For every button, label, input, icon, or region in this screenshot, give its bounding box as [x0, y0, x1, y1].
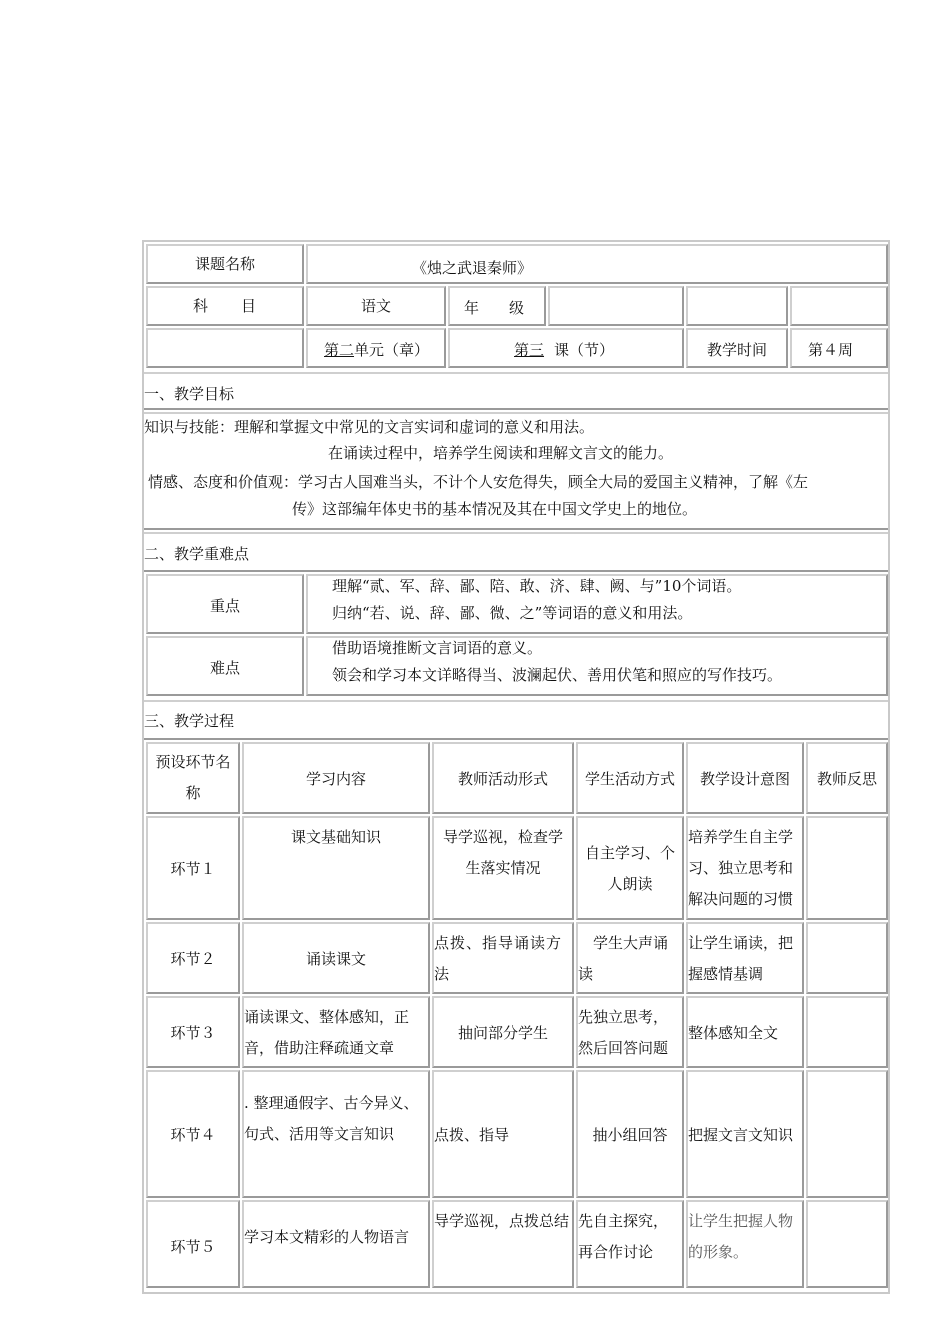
col-header-teacher-text: 教师活动形式 — [457, 770, 548, 788]
step-3-intent: 整体感知全文 — [688, 1024, 779, 1042]
step-5-reflect-cell — [806, 1200, 888, 1288]
goals-line-4: 传》这部编年体史书的基本情况及其在中国文学史上的地位。 — [292, 500, 698, 518]
empty-cell-a — [686, 286, 788, 326]
step-5-label: 环节５ — [170, 1238, 216, 1256]
step-1-content: 课文基础知识 — [290, 828, 381, 846]
subject-label-cell — [146, 286, 304, 326]
step-4-label: 环节４ — [170, 1126, 216, 1144]
col-header-step-text: 预设环节名称 — [155, 753, 231, 802]
step-2-intent: 让学生诵读，把握感情基调 — [688, 934, 794, 983]
time-label-cell — [686, 328, 788, 368]
step-1-teacher-cell — [432, 816, 574, 920]
lesson-number: 第三 — [514, 341, 545, 359]
step-3-teacher-cell — [432, 996, 574, 1068]
step-3-content-cell — [242, 996, 430, 1068]
goals-heading-row — [144, 372, 888, 410]
step-1-intent-cell — [686, 816, 804, 920]
grade-label: 年 级 — [464, 299, 525, 317]
step-5-student-cell — [576, 1200, 684, 1288]
step-4-intent-cell — [686, 1070, 804, 1198]
unit-cell — [306, 328, 446, 368]
step-5-teacher-cell — [432, 1200, 574, 1288]
step-3-content: 诵读课文、整体感知，正音，借助注释疏通文章 — [244, 1008, 410, 1057]
step-4-student-cell — [576, 1070, 684, 1198]
goals-body — [144, 412, 888, 530]
step-1-label: 环节１ — [170, 860, 216, 878]
unit-text — [318, 340, 429, 360]
goals-heading: 一、教学目标 — [144, 385, 235, 403]
step-4-cell — [146, 1070, 240, 1198]
time-value: 第４周 — [808, 341, 854, 359]
step-4-content-cell — [242, 1070, 430, 1198]
step-4-teacher-cell — [432, 1070, 574, 1198]
blank-label-cell — [146, 328, 304, 368]
col-header-step — [146, 742, 240, 814]
hard-label: 难点 — [209, 659, 240, 677]
hard-content-cell — [306, 636, 888, 696]
col-header-student — [576, 742, 684, 814]
step-1-student: 自主学习、个人朗读 — [584, 844, 675, 893]
step-3-cell — [146, 996, 240, 1068]
step-5-teacher: 导学巡视，点拨总结 — [434, 1212, 570, 1230]
goals-line-2: 在诵读过程中，培养学生阅读和理解文言文的能力。 — [328, 444, 674, 462]
goals-line-1: 知识与技能：理解和掌握文中常见的文言实词和虚词的意义和用法。 — [144, 418, 595, 436]
lesson-text — [496, 340, 614, 360]
step-2-label: 环节２ — [170, 950, 216, 968]
step-3-intent-cell — [686, 996, 804, 1068]
step-2-intent-cell — [686, 922, 804, 994]
subject-label: 科 目 — [192, 297, 257, 315]
lesson-plan-table — [142, 240, 890, 1294]
step-3-reflect-cell — [806, 996, 888, 1068]
subject-value: 语文 — [360, 297, 391, 315]
goals-line-3: 情感、态度和价值观：学习古人国难当头，不计个人安危得失，顾全大局的爱国主义精神，了解《左 — [148, 473, 809, 491]
step-2-teacher: 点拨、指导诵读方法 — [434, 934, 563, 983]
col-header-intent-text: 教学设计意图 — [699, 770, 790, 788]
step-4-teacher: 点拨、指导 — [434, 1126, 510, 1144]
step-1-intent: 培养学生自主学习、独立思考和解决问题的习惯 — [688, 828, 794, 908]
step-2-student-cell — [576, 922, 684, 994]
step-5-content-cell — [242, 1200, 430, 1288]
step-5-intent-cell — [686, 1200, 804, 1288]
time-value-cell — [790, 328, 888, 368]
step-1-content-cell — [242, 816, 430, 920]
unit-number: 第二 — [324, 341, 355, 359]
hard-line-2: 领会和学习本文详略得当、波澜起伏、善用伏笔和照应的写作技巧。 — [332, 666, 783, 684]
step-4-reflect-cell — [806, 1070, 888, 1198]
step-3-student: 先独立思考，然后回答问题 — [578, 1008, 669, 1057]
subject-value-cell — [306, 286, 446, 326]
step-3-student-cell — [576, 996, 684, 1068]
step-1-cell — [146, 816, 240, 920]
key-line-1: 理解“贰、军、辞、鄙、陪、敢、济、肆、阙、与”10个词语。 — [332, 577, 742, 595]
keypoints-heading: 二、教学重难点 — [144, 545, 250, 563]
step-4-intent: 把握文言文知识 — [688, 1126, 794, 1144]
step-2-reflect-cell — [806, 922, 888, 994]
step-2-content-cell — [242, 922, 430, 994]
step-4-student: 抽小组回答 — [592, 1126, 668, 1144]
lesson-cell — [448, 328, 684, 368]
step-1-reflect-cell — [806, 816, 888, 920]
process-heading: 三、教学过程 — [144, 712, 235, 730]
title-label-cell — [146, 244, 304, 284]
step-2-content: 诵读课文 — [305, 950, 366, 968]
hard-line-1: 借助语境推断文言词语的意义。 — [332, 639, 543, 657]
step-2-student: 学生大声诵读 — [578, 934, 669, 983]
grade-label-cell — [448, 286, 546, 326]
step-2-teacher-cell — [432, 922, 574, 994]
key-line-2: 归纳“若、说、辞、鄙、微、之”等词语的意义和用法。 — [332, 604, 693, 622]
lesson-suffix: 课（节） — [554, 341, 615, 359]
unit-suffix: 单元（章） — [354, 341, 430, 359]
step-4-content: . 整理通假字、古今异义、句式、活用等文言知识 — [244, 1094, 419, 1143]
col-header-reflect — [806, 742, 888, 814]
time-label: 教学时间 — [706, 341, 767, 359]
key-label: 重点 — [209, 597, 240, 615]
title-label: 课题名称 — [194, 255, 255, 273]
step-3-label: 环节３ — [170, 1024, 216, 1042]
col-header-reflect-text: 教师反思 — [816, 770, 877, 788]
lesson-title: 《烛之武退秦师》 — [412, 259, 533, 277]
title-value-cell — [306, 244, 888, 284]
step-5-cell — [146, 1200, 240, 1288]
step-5-intent: 让学生把握人物的形象。 — [688, 1212, 794, 1261]
col-header-student-text: 学生活动方式 — [584, 770, 675, 788]
key-label-cell — [146, 574, 304, 634]
step-1-teacher: 导学巡视，检查学生落实情况 — [442, 828, 563, 877]
hard-label-cell — [146, 636, 304, 696]
process-heading-row — [144, 700, 888, 740]
step-5-student: 先自主探究，再合作讨论 — [578, 1212, 669, 1261]
step-1-student-cell — [576, 816, 684, 920]
step-3-teacher: 抽问部分学生 — [457, 1024, 548, 1042]
step-2-cell — [146, 922, 240, 994]
col-header-content-text: 学习内容 — [305, 770, 366, 788]
col-header-content — [242, 742, 430, 814]
col-header-intent — [686, 742, 804, 814]
key-content-cell — [306, 574, 888, 634]
empty-cell-b — [790, 286, 888, 326]
col-header-teacher — [432, 742, 574, 814]
step-5-content: 学习本文精彩的人物语言 — [244, 1228, 410, 1246]
keypoints-heading-row — [144, 532, 888, 572]
grade-value-cell — [548, 286, 684, 326]
